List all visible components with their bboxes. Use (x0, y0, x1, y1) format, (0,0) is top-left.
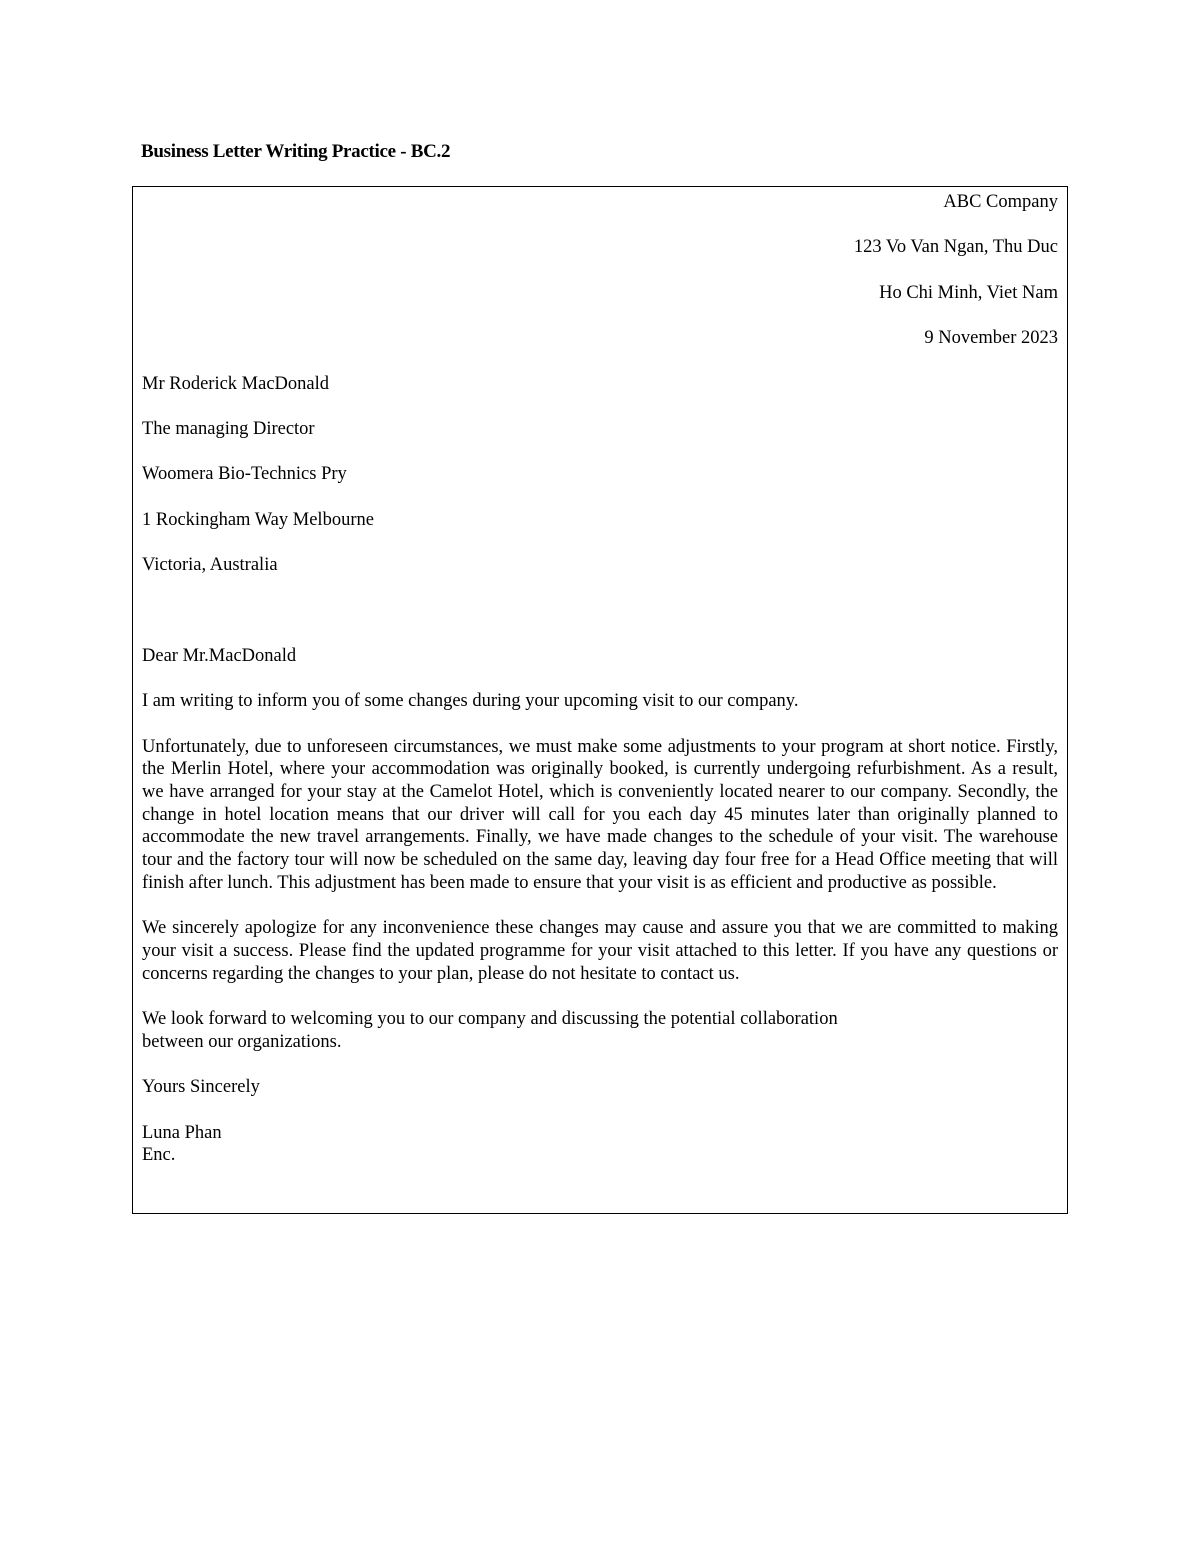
page-title: Business Letter Writing Practice - BC.2 (141, 141, 451, 162)
body-closing-paragraph (142, 1008, 1058, 1053)
closing-paragraph-line-2: between our organizations. (142, 1031, 342, 1052)
body-intro-paragraph: I am writing to inform you of some changes during your upcoming visit to our company. (142, 691, 799, 712)
closing-block (142, 1076, 1058, 1167)
letter-date: 9 November 2023 (924, 328, 1058, 349)
sender-address-line-2: Ho Chi Minh, Viet Nam (879, 282, 1058, 303)
signer-name: Luna Phan (142, 1122, 222, 1143)
salutation: Dear Mr.MacDonald (142, 645, 297, 666)
blank-space (142, 577, 1058, 645)
recipient-title: The managing Director (142, 418, 315, 439)
body-apology-paragraph: We sincerely apologize for any inconvenience these changes may cause and assure you that we are committed to making your visit a success. Please find the updated programme for your visit attached to this letter. If you have any questions or concerns regarding the changes to your plan, please do not hesitate to contact us. (142, 918, 1058, 984)
sender-address-line-1: 123 Vo Van Ngan, Thu Duc (853, 237, 1058, 258)
recipient-address-line-2: Victoria, Australia (142, 555, 278, 576)
signature-block (142, 1122, 1058, 1167)
closing-paragraph-line-1: We look forward to welcoming you to our company and discussing the potential collaboration (142, 1009, 838, 1030)
recipient-name: Mr Roderick MacDonald (142, 373, 330, 394)
enclosure-note: Enc. (142, 1145, 176, 1166)
recipient-address-block (142, 373, 1058, 577)
recipient-address-line-1: 1 Rockingham Way Melbourne (142, 509, 374, 530)
signoff: Yours Sincerely (142, 1077, 260, 1098)
letter-frame (132, 186, 1068, 1214)
body-changes-paragraph: Unfortunately, due to unforeseen circumstances, we must make some adjustments to your program at short notice. Firstly, the Merlin Hotel, where your accommodation was originally booked, is currently undergoing refurbishment. As a result, we have arranged for your stay at the Camelot Hotel, which is conveniently located nearer to our company. Secondly, the change in hotel location means that our driver will call for you each day 45 minutes later than originally planned to accommodate the new travel arrangements. Finally, we have made changes to the schedule of your visit. The warehouse tour and the factory tour will now be scheduled on the same day, leaving day four free for a Head Office meeting that will finish after lunch. This adjustment has been made to ensure that your visit is as efficient and productive as possible. (142, 736, 1058, 893)
sender-address-block (142, 191, 1058, 350)
sender-company: ABC Company (943, 192, 1058, 212)
recipient-company: Woomera Bio-Technics Pry (142, 464, 347, 485)
